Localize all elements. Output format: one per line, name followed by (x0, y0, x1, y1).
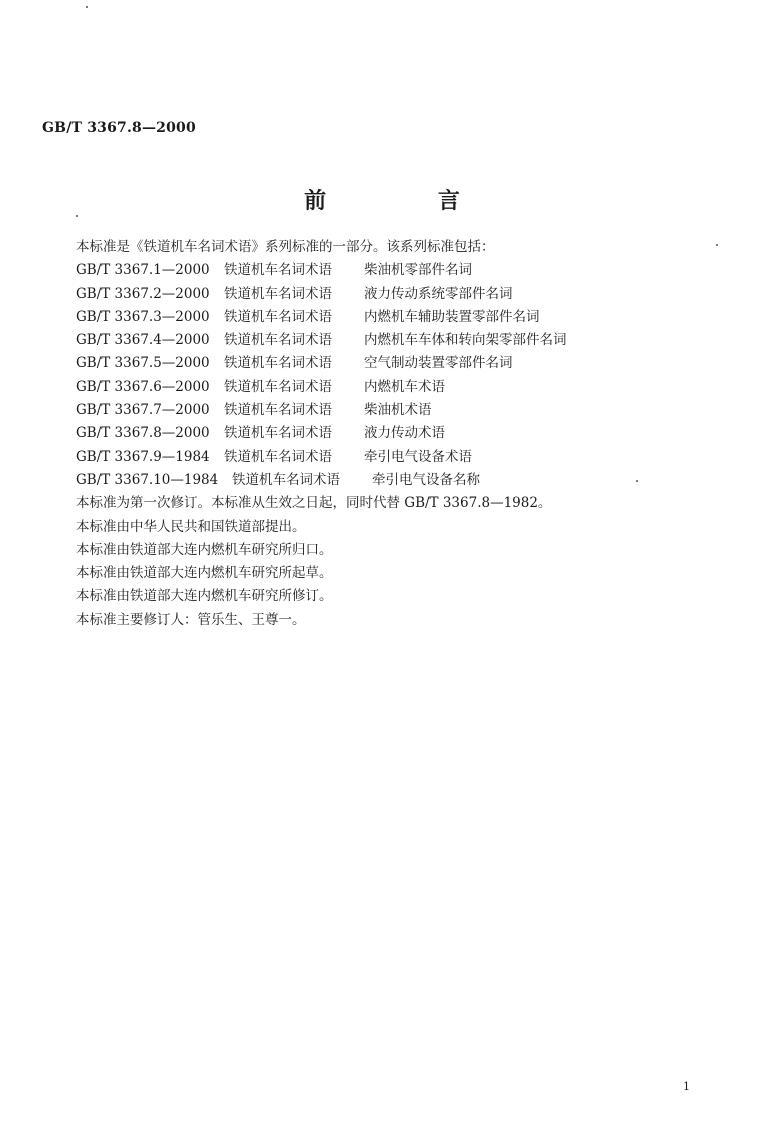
standard-part: 内燃机车辅助装置零部件名词 (364, 308, 540, 325)
page-number: 1 (683, 1080, 690, 1093)
standard-entry (76, 259, 716, 282)
standard-code: GB/T 3367.10—1984 (76, 471, 219, 488)
standard-entry (76, 399, 716, 422)
standard-code: GB/T 3367.3—2000 (76, 308, 210, 325)
standard-series: 铁道机车名词术语 (224, 378, 332, 395)
statement-line: 本标准为第一次修订。本标准从生效之日起，同时代替 GB/T 3367.8—1982。 (76, 495, 552, 512)
standard-part: 液力传动术语 (364, 425, 445, 442)
standard-entry (76, 352, 716, 375)
standard-part: 液力传动系统零部件名词 (364, 285, 513, 302)
standard-part: 柴油机术语 (364, 402, 432, 419)
standard-series: 铁道机车名词术语 (224, 285, 332, 302)
standard-code: GB/T 3367.9—1984 (76, 448, 210, 465)
standard-code: GB/T 3367.4—2000 (76, 332, 210, 349)
standard-part: 柴油机零部件名词 (364, 262, 472, 279)
standard-entry (76, 283, 716, 306)
standard-part: 内燃机车车体和转向架零部件名词 (364, 332, 567, 349)
standard-entry (76, 469, 716, 492)
standard-series: 铁道机车名词术语 (224, 448, 332, 465)
standard-code: GB/T 3367.1—2000 (76, 262, 210, 279)
scan-speck (76, 215, 78, 217)
standards-list (76, 259, 716, 492)
standard-part: 牵引电气设备名称 (372, 471, 480, 488)
statement-line: 本标准由中华人民共和国铁道部提出。 (76, 518, 306, 535)
statement-line: 本标准由铁道部大连内燃机车研究所起草。 (76, 565, 333, 582)
page-title: 前 言 (304, 188, 512, 214)
standard-code: GB/T 3367.2—2000 (76, 285, 210, 302)
scan-speck (86, 6, 88, 8)
standard-entry (76, 422, 716, 445)
standard-part: 内燃机车术语 (364, 378, 445, 395)
standard-entry (76, 376, 716, 399)
standard-code: GB/T 3367.5—2000 (76, 355, 210, 372)
standard-series: 铁道机车名词术语 (224, 402, 332, 419)
standard-code: GB/T 3367.8—2000 (76, 425, 210, 442)
statement-line: 本标准由铁道部大连内燃机车研究所修订。 (76, 588, 333, 605)
standard-part: 空气制动装置零部件名词 (364, 355, 513, 372)
standard-series: 铁道机车名词术语 (224, 425, 332, 442)
standard-series: 铁道机车名词术语 (224, 355, 332, 372)
statements-list (76, 492, 716, 632)
statement-line: 本标准由铁道部大连内燃机车研究所归口。 (76, 541, 333, 558)
standard-entry (76, 306, 716, 329)
scan-speck (716, 244, 718, 246)
statement-line: 本标准主要修订人：管乐生、王尊一。 (76, 611, 306, 628)
standard-part: 牵引电气设备术语 (364, 448, 472, 465)
standard-code-header: GB/T 3367.8—2000 (42, 120, 196, 136)
intro-paragraph: 本标准是《铁道机车名词术语》系列标准的一部分。该系列标准包括： (76, 239, 495, 255)
standard-series: 铁道机车名词术语 (224, 332, 332, 349)
preface-body (76, 236, 716, 632)
standard-entry (76, 446, 716, 469)
standard-series: 铁道机车名词术语 (224, 308, 332, 325)
standard-series: 铁道机车名词术语 (232, 471, 340, 488)
standard-entry (76, 329, 716, 352)
standard-code: GB/T 3367.6—2000 (76, 378, 210, 395)
standard-code: GB/T 3367.7—2000 (76, 402, 210, 419)
scan-speck (636, 480, 638, 482)
standard-series: 铁道机车名词术语 (224, 262, 332, 279)
